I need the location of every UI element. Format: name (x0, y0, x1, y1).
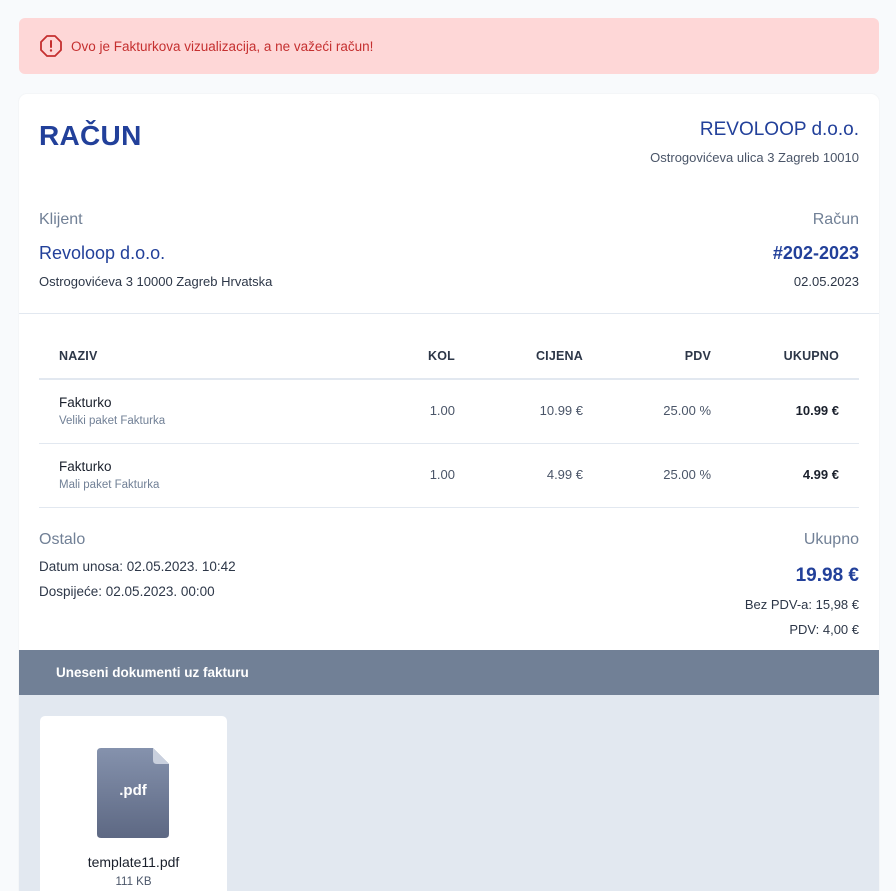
invoice-title: RAČUN (39, 120, 142, 151)
file-extension: .pdf (119, 782, 147, 799)
due-date: Dospijeće: 02.05.2023. 00:00 (39, 584, 215, 599)
header-name: NAZIV (59, 349, 98, 363)
item-total: 4.99 € (802, 467, 839, 482)
item-vat: 25.00 % (663, 467, 711, 482)
item-description: Veliki paket Fakturka (59, 415, 166, 427)
invoice-date: 02.05.2023 (793, 274, 859, 289)
document-name[interactable]: template11.pdf (87, 854, 180, 870)
pdf-file-icon (97, 748, 169, 838)
total-without-vat: Bez PDV-a: 15,98 € (744, 597, 859, 612)
client-label: Klijent (39, 211, 83, 228)
total-vat: PDV: 4,00 € (789, 622, 859, 637)
total-label: Ukupno (803, 531, 859, 548)
item-description: Mali paket Fakturka (59, 479, 160, 491)
documents-header (19, 650, 879, 695)
grand-total: 19.98 € (795, 565, 859, 586)
item-qty: 1.00 (429, 467, 455, 482)
table-row (39, 380, 859, 444)
invoice-number: #202-2023 (772, 243, 859, 263)
warning-alert (19, 18, 879, 74)
item-name: Fakturko (59, 395, 112, 410)
company-name: REVOLOOP d.o.o. (699, 119, 859, 140)
entry-date: Datum unosa: 02.05.2023. 10:42 (39, 559, 236, 574)
header-price: CIJENA (535, 349, 583, 363)
client-address: Ostrogovićeva 3 10000 Zagreb Hrvatska (39, 274, 273, 289)
section-divider (19, 313, 879, 314)
items-table (39, 334, 859, 508)
alert-octagon-icon (39, 34, 63, 58)
alert-text: Ovo je Fakturkova vizualizacija, a ne važeći račun! (71, 38, 374, 54)
documents-header-title: Uneseni dokumenti uz fakturu (56, 665, 249, 680)
document-card[interactable] (40, 716, 227, 891)
item-price: 4.99 € (546, 467, 583, 482)
company-address: Ostrogovićeva ulica 3 Zagreb 10010 (650, 150, 859, 165)
item-price: 10.99 € (539, 403, 583, 418)
document-size: 111 KB (115, 876, 152, 888)
invoice-card (19, 94, 879, 891)
header-total: UKUPNO (783, 349, 839, 363)
item-qty: 1.00 (429, 403, 455, 418)
client-name: Revoloop d.o.o. (39, 243, 166, 263)
item-name: Fakturko (59, 459, 112, 474)
table-header (39, 334, 859, 380)
header-qty: KOL (428, 349, 455, 363)
item-vat: 25.00 % (663, 403, 711, 418)
header-vat: PDV (684, 349, 711, 363)
documents-area (19, 695, 879, 891)
item-total: 10.99 € (795, 403, 839, 418)
other-label: Ostalo (39, 531, 86, 548)
table-row (39, 444, 859, 508)
invoice-label: Račun (812, 211, 859, 228)
